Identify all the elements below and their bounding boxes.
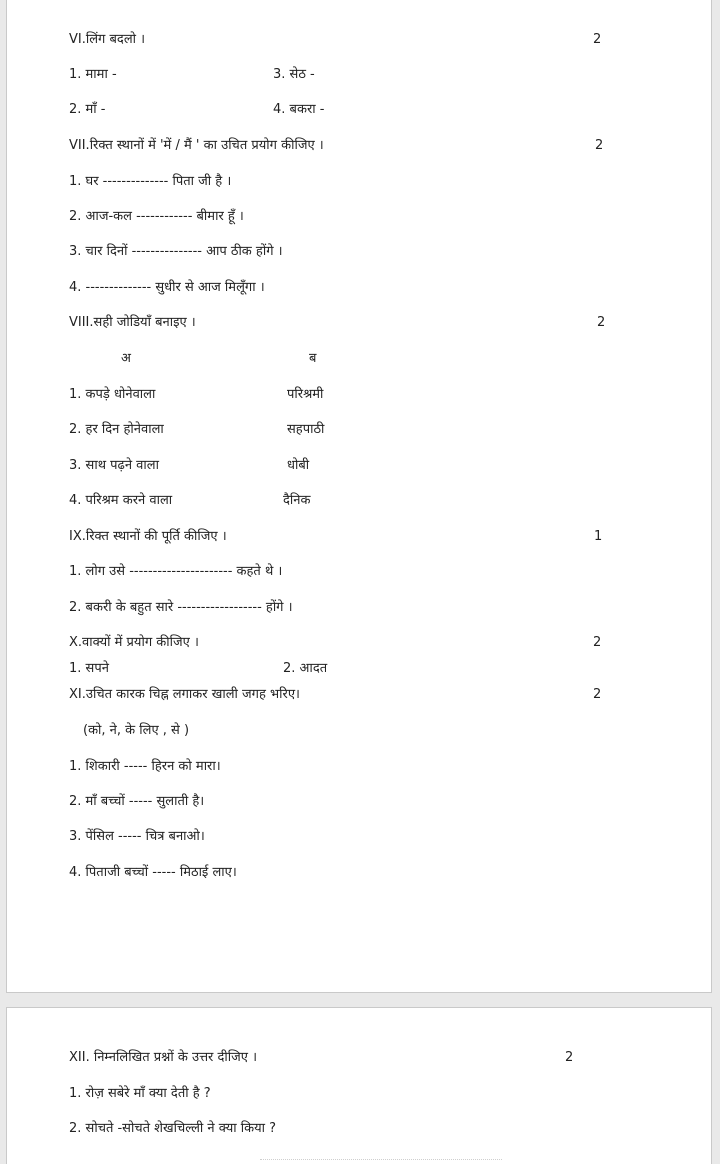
match-item-a: 4. परिश्रम करने वाला: [69, 493, 173, 508]
section-marks: 1: [594, 529, 603, 544]
section-marks: 2: [565, 1050, 574, 1065]
section-marks: 2: [597, 315, 606, 330]
section-heading: VII.रिक्त स्थानों में 'में / मैं ' का उचित प्रयोग कीजिए ।: [69, 138, 324, 153]
section-marks: 2: [593, 635, 602, 650]
question-item: 1. घर -------------- पिता जी है ।: [69, 174, 232, 189]
question-item: 1. सपने: [69, 661, 109, 676]
question-item: 1. मामा -: [69, 67, 117, 82]
section-marks: 2: [593, 32, 602, 47]
question-item: 1. शिकारी ----- हिरन को मारा।: [69, 759, 221, 774]
section-heading: X.वाक्यों में प्रयोग कीजिए ।: [69, 635, 199, 650]
match-item-b: धोबी: [287, 458, 310, 473]
question-item: 2. आज-कल ------------ बीमार हूँ ।: [69, 209, 244, 224]
worksheet-page-2: [6, 1007, 712, 1164]
question-item: 3. सेठ -: [273, 67, 315, 82]
section-marks: 2: [595, 138, 604, 153]
match-item-a: 3. साथ पढ़ने वाला: [69, 458, 159, 473]
worksheet-page-1: [6, 0, 712, 993]
match-item-a: 2. हर दिन होनेवाला: [69, 422, 164, 437]
question-item: 3. चार दिनों --------------- आप ठीक होंगे ।: [69, 244, 283, 259]
question-item: 4. बकरा -: [273, 102, 325, 117]
question-item: 4. पिताजी बच्चों ----- मिठाई लाए।: [69, 865, 237, 880]
hint-text: (को, ने, के लिए , से ): [83, 723, 190, 738]
column-header-a: अ: [121, 351, 131, 366]
section-heading: VIII.सही जोडियाँ बनाइए ।: [69, 315, 196, 330]
section-marks: 2: [593, 687, 602, 702]
match-item-b: परिश्रमी: [287, 387, 324, 402]
question-item: 2. बकरी के बहुत सारे ------------------ होंगे ।: [69, 600, 293, 615]
question-item: 2. सोचते -सोचते शेखचिल्ली ने क्या किया ?: [69, 1121, 277, 1136]
section-heading: XI.उचित कारक चिह्न लगाकर खाली जगह भरिए।: [69, 687, 300, 702]
question-item: 1. रोज़ सबेरे माँ क्या देती है ?: [69, 1086, 211, 1101]
question-item: 3. पेंसिल ----- चित्र बनाओ।: [69, 829, 205, 844]
question-item: 2. माँ -: [69, 102, 106, 117]
question-item: 2. माँ बच्चों ----- सुलाती है।: [69, 794, 205, 809]
match-item-b: सहपाठी: [287, 422, 325, 437]
match-item-b: दैनिक: [283, 493, 311, 508]
question-item: 4. -------------- सुधीर से आज मिलूँगा ।: [69, 280, 265, 295]
question-item: 1. लोग उसे ---------------------- कहते थे ।: [69, 564, 283, 579]
page-bottom-divider: [260, 1159, 502, 1160]
column-header-b: ब: [309, 351, 317, 366]
question-item: 2. आदत: [283, 661, 328, 676]
match-item-a: 1. कपड़े धोनेवाला: [69, 387, 156, 402]
section-heading: IX.रिक्त स्थानों की पूर्ति कीजिए ।: [69, 529, 227, 544]
section-heading: VI.लिंग बदलो ।: [69, 32, 146, 47]
section-heading: XII. निम्नलिखित प्रश्नों के उत्तर दीजिए ।: [69, 1050, 258, 1065]
